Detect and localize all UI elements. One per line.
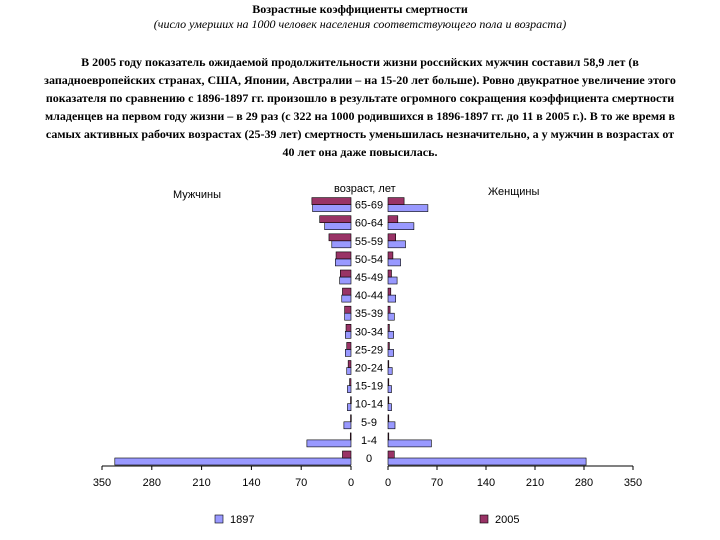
men-x-tick-label: 210 — [192, 477, 211, 489]
bar-women-1897-35-39 — [388, 313, 394, 320]
men-x-tick-label: 70 — [295, 477, 308, 489]
bar-women-2005-35-39 — [388, 306, 390, 313]
bar-men-2005-1-4 — [350, 433, 351, 440]
body-paragraph: В 2005 году показатель ожидаемой продолжительности жизни российских мужчин составил 58,9 лет (в западноевропейских странах, США, Японии, Австралии – на 15-20 лет больше). Ровно двукратное увеличение этого показателя по сравнению с 1896-1897 гг. произошло в результате огромного сокращения коэффициента смертности младенцев на первом году жизни – в 29 раз (с 322 на 1000 родившихся в 1896-1897 гг. до 11 в 2005 г.). В то же время в самых активных рабочих возрастах (25-39 лет) смертность уменьшилась незначительно, а у мужчин в возрастах от 40 лет она даже повысилась. — [44, 55, 676, 159]
bar-women-1897-20-24 — [388, 368, 392, 375]
legend-label-2005: 2005 — [495, 514, 520, 526]
bar-women-2005-50-54 — [388, 252, 393, 259]
bar-men-1897-1-4 — [307, 440, 351, 447]
bar-women-1897-10-14 — [388, 404, 392, 411]
bar-women-2005-15-19 — [388, 379, 389, 386]
women-x-tick-label: 280 — [574, 477, 594, 489]
bar-women-2005-25-29 — [388, 342, 389, 349]
bar-men-2005-15-19 — [350, 379, 351, 386]
chart-area — [88, 170, 643, 530]
bar-women-2005-55-59 — [388, 234, 396, 241]
age-category-label: 60-64 — [354, 217, 384, 230]
women-x-tick-label: 0 — [384, 477, 392, 489]
bar-women-1897-55-59 — [388, 241, 406, 248]
bar-women-2005-1-4 — [388, 433, 389, 440]
bar-women-2005-60-64 — [388, 216, 398, 223]
men-panel-label: Мужчины — [173, 189, 222, 201]
bar-women-1897-60-64 — [388, 223, 414, 230]
bar-men-1897-35-39 — [345, 313, 351, 320]
bar-men-1897-15-19 — [347, 386, 351, 393]
bar-men-2005-45-49 — [340, 270, 351, 277]
bar-men-1897-55-59 — [332, 241, 351, 248]
pyramid-chart — [88, 170, 643, 530]
bar-men-1897-20-24 — [347, 368, 351, 375]
bar-men-2005-35-39 — [345, 306, 351, 313]
women-panel-label: Женщины — [488, 186, 540, 198]
page-subtitle: (число умерших на 1000 человек населения соответствующего пола и возраста) — [153, 17, 567, 31]
age-category-label: 40-44 — [354, 290, 384, 303]
bar-women-1897-25-29 — [388, 349, 394, 356]
bar-men-2005-60-64 — [320, 216, 351, 223]
age-category-label: 1-4 — [361, 434, 377, 447]
legend-label-1897: 1897 — [230, 514, 255, 526]
age-category-label: 50-54 — [354, 253, 384, 266]
bar-women-2005-45-49 — [388, 270, 392, 277]
bar-women-2005-30-34 — [388, 324, 389, 331]
bar-women-2005-20-24 — [388, 361, 389, 368]
bar-women-1897-30-34 — [388, 331, 394, 338]
men-x-tick-label: 0 — [347, 477, 355, 489]
women-x-tick-label: 350 — [623, 477, 643, 489]
bar-women-2005-10-14 — [388, 397, 389, 404]
age-axis-label: возраст, лет — [334, 183, 396, 195]
women-x-tick-label: 140 — [476, 477, 496, 489]
bar-men-1897-30-34 — [345, 331, 351, 338]
bar-men-1897-10-14 — [347, 404, 351, 411]
page-title: Возрастные коэффициенты смертности — [252, 2, 468, 16]
age-category-label: 65-69 — [354, 199, 384, 212]
bar-women-1897-15-19 — [388, 386, 392, 393]
bar-men-1897-0 — [115, 458, 351, 465]
men-x-tick-label: 140 — [242, 477, 261, 489]
bar-men-2005-25-29 — [347, 342, 351, 349]
bar-men-2005-30-34 — [346, 324, 351, 331]
bar-men-2005-5-9 — [351, 415, 352, 422]
age-category-label: 55-59 — [354, 235, 384, 248]
age-category-label: 15-19 — [354, 380, 384, 393]
bar-women-1897-45-49 — [388, 277, 397, 284]
bar-men-1897-50-54 — [335, 259, 351, 266]
legend-swatch-1897 — [215, 515, 223, 523]
age-category-label: 25-29 — [354, 344, 384, 357]
bar-men-1897-40-44 — [342, 295, 351, 302]
bar-men-2005-40-44 — [342, 288, 351, 295]
bar-women-1897-65-69 — [388, 205, 428, 212]
bar-men-2005-0 — [342, 451, 351, 458]
age-category-label: 30-34 — [354, 326, 384, 339]
bar-men-1897-25-29 — [345, 349, 351, 356]
bar-men-1897-65-69 — [313, 205, 351, 212]
bar-women-2005-0 — [388, 451, 394, 458]
men-x-tick-label: 350 — [92, 477, 112, 489]
bar-men-2005-10-14 — [351, 397, 352, 404]
age-category-label: 10-14 — [354, 398, 384, 411]
women-x-tick-label: 210 — [525, 477, 545, 489]
age-category-label: 5-9 — [361, 416, 377, 429]
age-category-label: 20-24 — [354, 362, 384, 375]
bar-men-1897-5-9 — [344, 422, 351, 429]
bar-women-2005-40-44 — [388, 288, 391, 295]
bar-women-1897-50-54 — [388, 259, 401, 266]
bar-men-2005-20-24 — [348, 361, 351, 368]
age-category-label: 45-49 — [354, 272, 384, 284]
bar-men-2005-55-59 — [329, 234, 351, 241]
bar-men-2005-65-69 — [312, 198, 351, 205]
bar-women-1897-40-44 — [388, 295, 396, 302]
bar-men-2005-50-54 — [336, 252, 351, 259]
age-category-label: 35-39 — [354, 308, 384, 321]
women-x-tick-label: 70 — [430, 477, 444, 489]
bar-women-1897-1-4 — [388, 440, 431, 447]
age-category-label: 0 — [365, 453, 373, 465]
bar-men-1897-60-64 — [325, 223, 351, 230]
bar-women-1897-5-9 — [388, 422, 395, 429]
men-x-tick-label: 280 — [142, 477, 161, 489]
bar-men-1897-45-49 — [340, 277, 351, 284]
bar-women-2005-5-9 — [388, 415, 389, 422]
legend-swatch-2005 — [480, 515, 488, 523]
bar-women-2005-65-69 — [388, 198, 404, 205]
bar-women-1897-0 — [388, 458, 586, 465]
